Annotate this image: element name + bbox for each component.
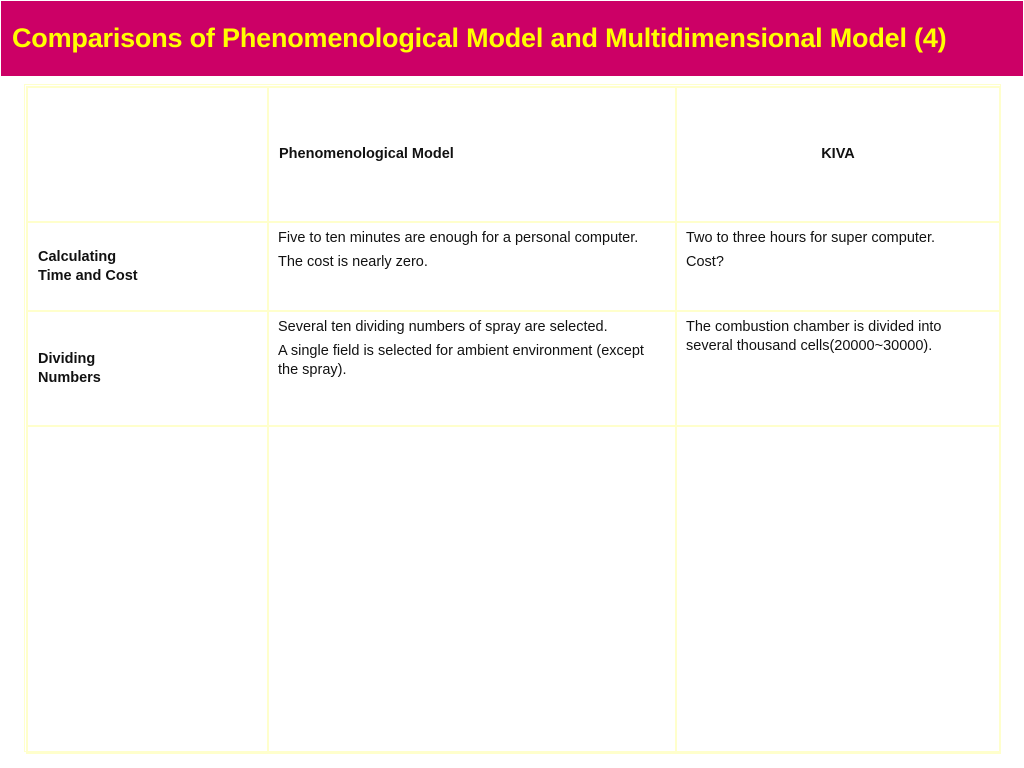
row-label-line: Dividing bbox=[38, 350, 96, 367]
cell-dividing-phenomenological bbox=[268, 311, 676, 426]
header-phenomenological-model: Phenomenological Model bbox=[268, 87, 676, 222]
empty-cell bbox=[676, 426, 1000, 753]
row-label-line: Numbers bbox=[38, 369, 101, 386]
cell-text: Five to ten minutes are enough for a personal computer. bbox=[278, 230, 639, 246]
row-label-line: Calculating bbox=[38, 248, 117, 265]
cell-dividing-kiva bbox=[676, 311, 1000, 426]
cell-text: Several ten dividing numbers of spray are selected. bbox=[278, 319, 608, 335]
table-row-dividing bbox=[27, 311, 1000, 426]
header-kiva: KIVA bbox=[676, 87, 1000, 222]
empty-cell bbox=[268, 426, 676, 753]
row-label-calculating bbox=[27, 222, 268, 311]
cell-text: A single field is selected for ambient environment (except the spray). bbox=[278, 343, 644, 378]
header-empty-cell bbox=[27, 87, 268, 222]
table-row-empty bbox=[27, 426, 1000, 753]
cell-text: Two to three hours for super computer. bbox=[686, 230, 936, 246]
comparison-table bbox=[26, 86, 1001, 754]
row-label-dividing bbox=[27, 311, 268, 426]
title-bar bbox=[1, 1, 1023, 76]
empty-cell bbox=[27, 426, 268, 753]
cell-text: The cost is nearly zero. bbox=[278, 254, 428, 270]
table-row-calculating bbox=[27, 222, 1000, 311]
table-header-row bbox=[27, 87, 1000, 222]
cell-calculating-phenomenological bbox=[268, 222, 676, 311]
cell-text: Cost? bbox=[686, 254, 724, 270]
row-label-line: Time and Cost bbox=[38, 267, 138, 284]
slide-title: Comparisons of Phenomenological Model and Multidimensional Model (4) bbox=[12, 23, 947, 53]
cell-text: The combustion chamber is divided into several thousand cells(20000~30000). bbox=[686, 319, 942, 354]
cell-calculating-kiva bbox=[676, 222, 1000, 311]
